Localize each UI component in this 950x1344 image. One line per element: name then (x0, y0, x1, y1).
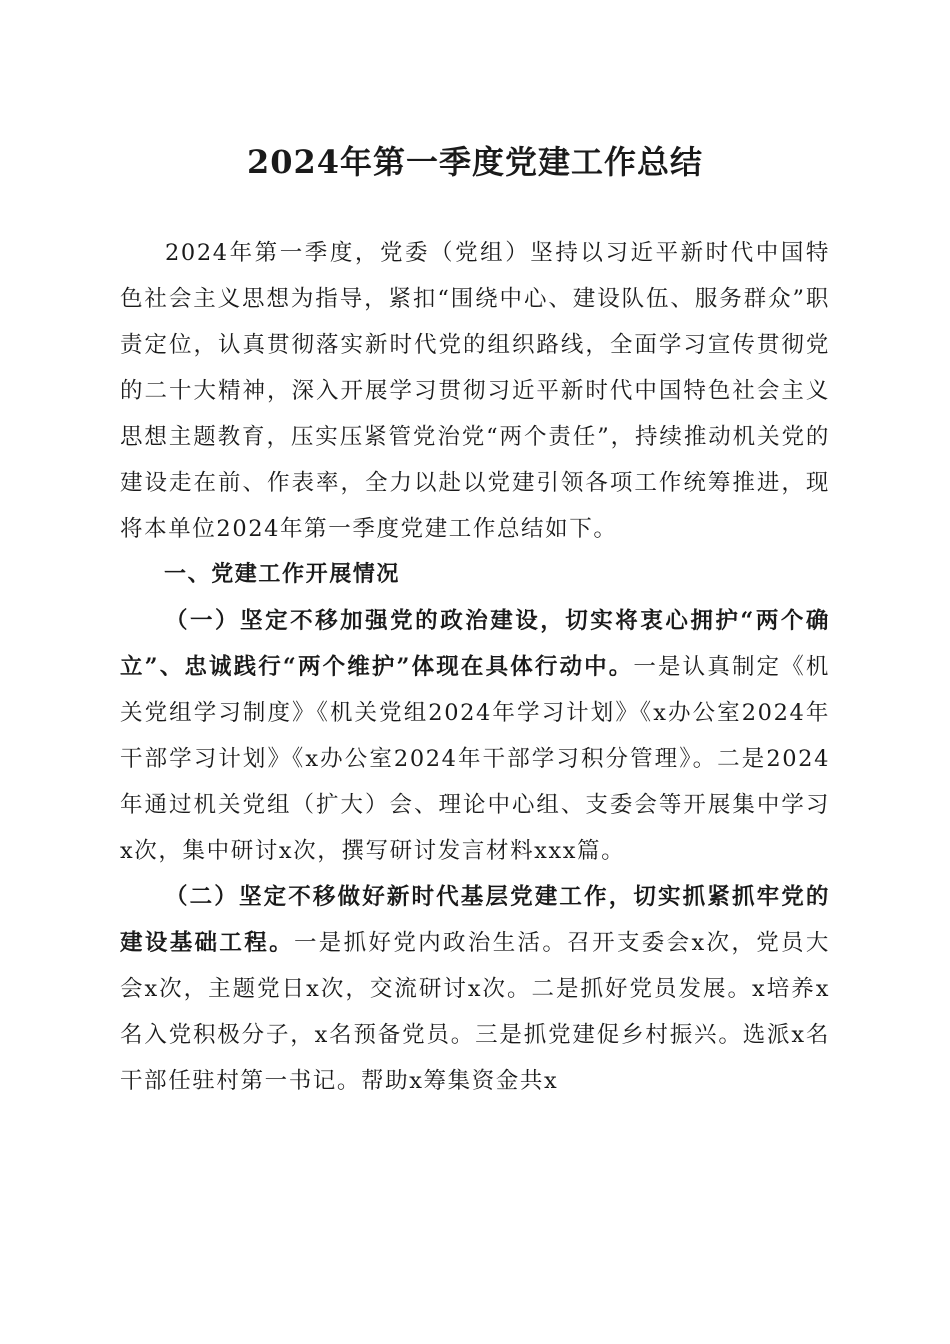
subsection-1-body: 一是认真制定《机关党组学习制度》《机关党组2024年学习计划》《x办公室2024年干部学习计划》《x办公室2024年干部学习积分管理》。二是2024年通过机关党组（扩大）会、理论中心组、支委会等开展集中学习x次，集中研讨x次，撰写研讨发言材料xxx篇。 (120, 654, 830, 864)
intro-paragraph: 2024年第一季度，党委（党组）坚持以习近平新时代中国特色社会主义思想为指导，紧扣“围绕中心、建设队伍、服务群众”职责定位，认真贯彻落实新时代党的组织路线，全面学习宣传贯彻党的二十大精神，深入开展学习贯彻习近平新时代中国特色社会主义思想主题教育，压实压紧管党治党“两个责任”，持续推动机关党的建设走在前、作表率，全力以赴以党建引领各项工作统筹推进，现将本单位2024年第一季度党建工作总结如下。 (120, 240, 830, 542)
section-heading-1: 一、党建工作开展情况 (164, 562, 401, 587)
subsection-2-heading: （二）坚定不移做好新时代基层党建工作，切实抓紧抓牢党的建设基础工程。 (120, 884, 830, 956)
subsection-1-heading: （一）坚定不移加强党的政治建设，切实将衷心拥护“两个确立”、忠诚践行“两个维护”体现在具体行动中。 (120, 608, 830, 680)
subsection-1-paragraph (120, 598, 830, 874)
document-body (120, 230, 830, 1104)
document-title: 2024年第一季度党建工作总结 (246, 143, 704, 181)
subsection-2-body: 一是抓好党内政治生活。召开支委会x次，党员大会x次，主题党日x次，交流研讨x次。二是抓好党员发展。x培养x名入党积极分子，x名预备党员。三是抓党建促乡村振兴。选派x名干部任驻村第一书记。帮助x筹集资金共x (120, 930, 831, 1094)
subsection-2-paragraph (120, 874, 830, 1104)
